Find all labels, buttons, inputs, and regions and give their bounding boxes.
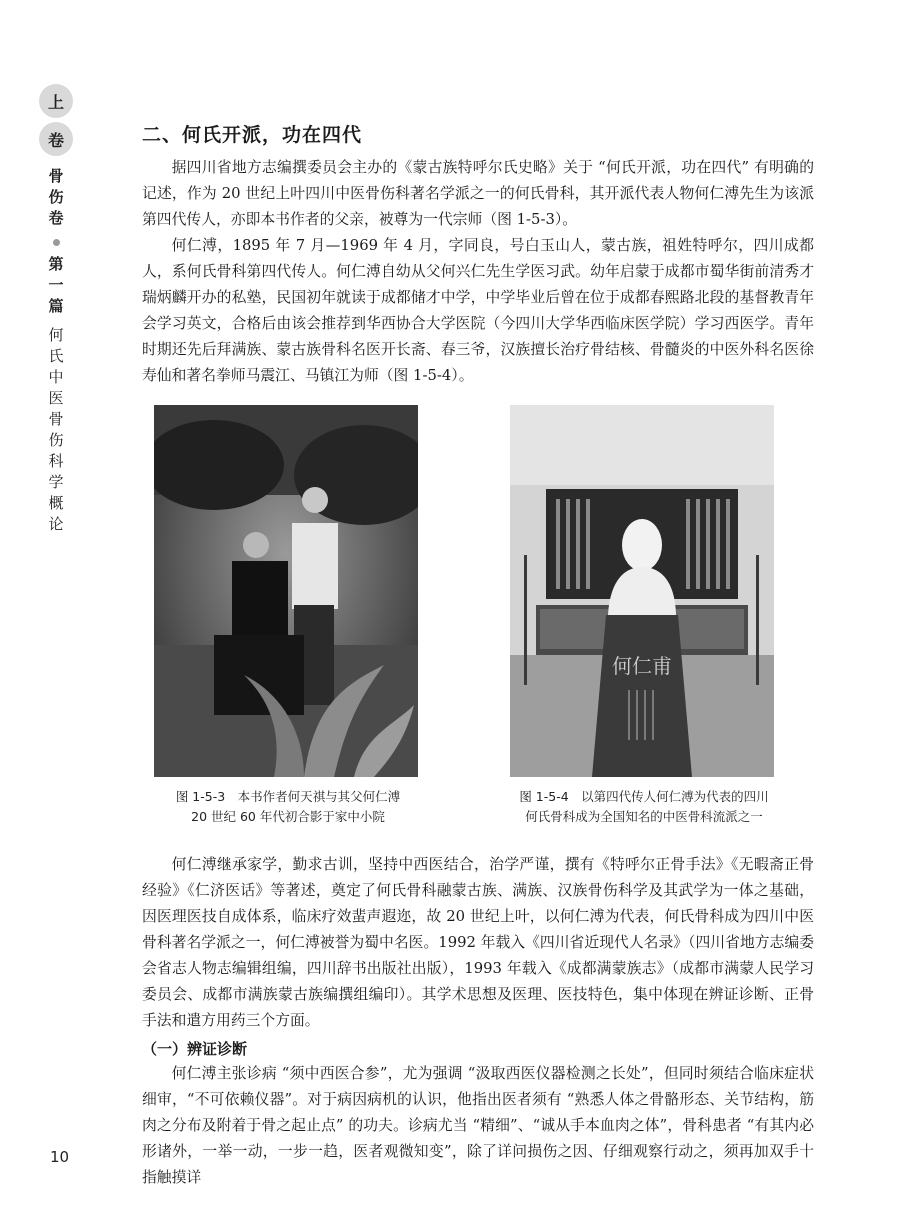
caption-1-5-4 [510,787,778,827]
caption-1-5-4-line2: 何氏骨科成为全国知名的中医骨科流派之一 [525,809,763,824]
memorial-illustration [510,405,774,777]
caption-1-5-3-line2: 20 世纪 60 年代初合影于家中小院 [191,809,385,824]
section-title: 二、何氏开派，功在四代 [142,124,363,146]
caption-1-5-4-line1: 图 1-5-4 以第四代传人何仁溥为代表的四川 [519,789,769,804]
main-text-continued [142,852,814,1191]
volume-badge-top: 上 [39,84,73,118]
photo-father-son [154,405,418,777]
volume-badge-bottom: 卷 [39,122,73,156]
figure-1-5-4 [510,405,778,827]
volume-title: 骨伤卷 [48,167,64,227]
sidebar [36,84,76,535]
main-text [142,120,814,389]
sidebar-dot [53,239,60,246]
paragraph-4: 何仁溥主张诊病 “须中西医合参”，尤为强调 “汲取西医仪器检测之长处”，但同时须结合临床症状细审，“不可依赖仪器”。对于病因病机的认识，他指出医者须有 “熟悉人体之骨骼形态、关节结构，筋肉之分布及附着于骨之起止点” 的功夫。诊病尤当 “精细”、“诚从手本血肉之体”，骨科患者 “有其内必形诸外，一举一动，一步一趋，医者观微知变”，除了详问损伤之因、仔细观察行动之，须再加双手十指触摸详 [142,1065,814,1186]
caption-1-5-3 [154,787,422,827]
photo-memorial-bust [510,405,774,777]
part-title: 何氏中医骨伤科学概论 [48,326,64,533]
paragraph-1: 据四川省地方志编撰委员会主办的《蒙古族特呼尔氏史略》关于 “何氏开派，功在四代” 有明确的记述，作为 20 世纪上叶四川中医骨伤科著名学派之一的何氏骨科，其开派代表人物何仁溥先生为该派第四代传人，亦即本书作者的父亲，被尊为一代宗师（图 1-5-3）。 [142,159,814,228]
paragraph-2: 何仁溥，1895 年 7 月—1969 年 4 月，字同良，号白玉山人，蒙古族，祖姓特呼尔，四川成都人，系何氏骨科第四代传人。何仁溥自幼从父何兴仁先生学医习武。幼年启蒙于成都市蜀华街前清秀才瑞炳麟开办的私塾，民国初年就读于成都储才中学，中学毕业后曾在位于成都春熙路北段的基督教青年会学习英文，合格后由该会推荐到华西协合大学医院（今四川大学华西临床医学院）学习西医学。青年时期还先后拜满族、蒙古族骨科名医开长斋、春三爷，汉族擅长治疗骨结核、骨髓炎的中医外科名医徐寿仙和著名拳师马震江、马镇江为师（图 1-5-4）。 [142,237,814,384]
subsection-title: （一）辨证诊断 [142,1040,248,1058]
figure-1-5-3 [154,405,422,827]
part-label: 第一篇 [48,255,64,315]
caption-1-5-3-line1: 图 1-5-3 本书作者何天祺与其父何仁溥 [175,789,401,804]
page-number: 10 [50,1148,70,1166]
paragraph-3: 何仁溥继承家学，勤求古训，坚持中西医结合，治学严谨，撰有《特呼尔正骨手法》《无暇斋正骨经验》《仁济医话》等著述，奠定了何氏骨科融蒙古族、满族、汉族骨伤科学及其武学为一体之基础，因医理医技自成体系，临床疗效蜚声遐迩，故 20 世纪上叶，以何仁溥为代表，何氏骨科成为四川中医骨科著名学派之一，何仁溥被誉为蜀中名医。1992 年载入《四川省近现代人名录》（四川省地方志编委会省志人物志编辑组编，四川辞书出版社出版），1993 年载入《成都满蒙族志》（成都市满蒙人民学习委员会、成都市满族蒙古族编撰组编印）。其学术思想及医理、医技特色，集中体现在辨证诊断、正骨手法和遣方用药三个方面。 [142,856,814,1029]
stele-name: 何仁甫 [612,654,672,678]
figures-row [142,405,814,835]
photo-illustration [154,405,418,777]
